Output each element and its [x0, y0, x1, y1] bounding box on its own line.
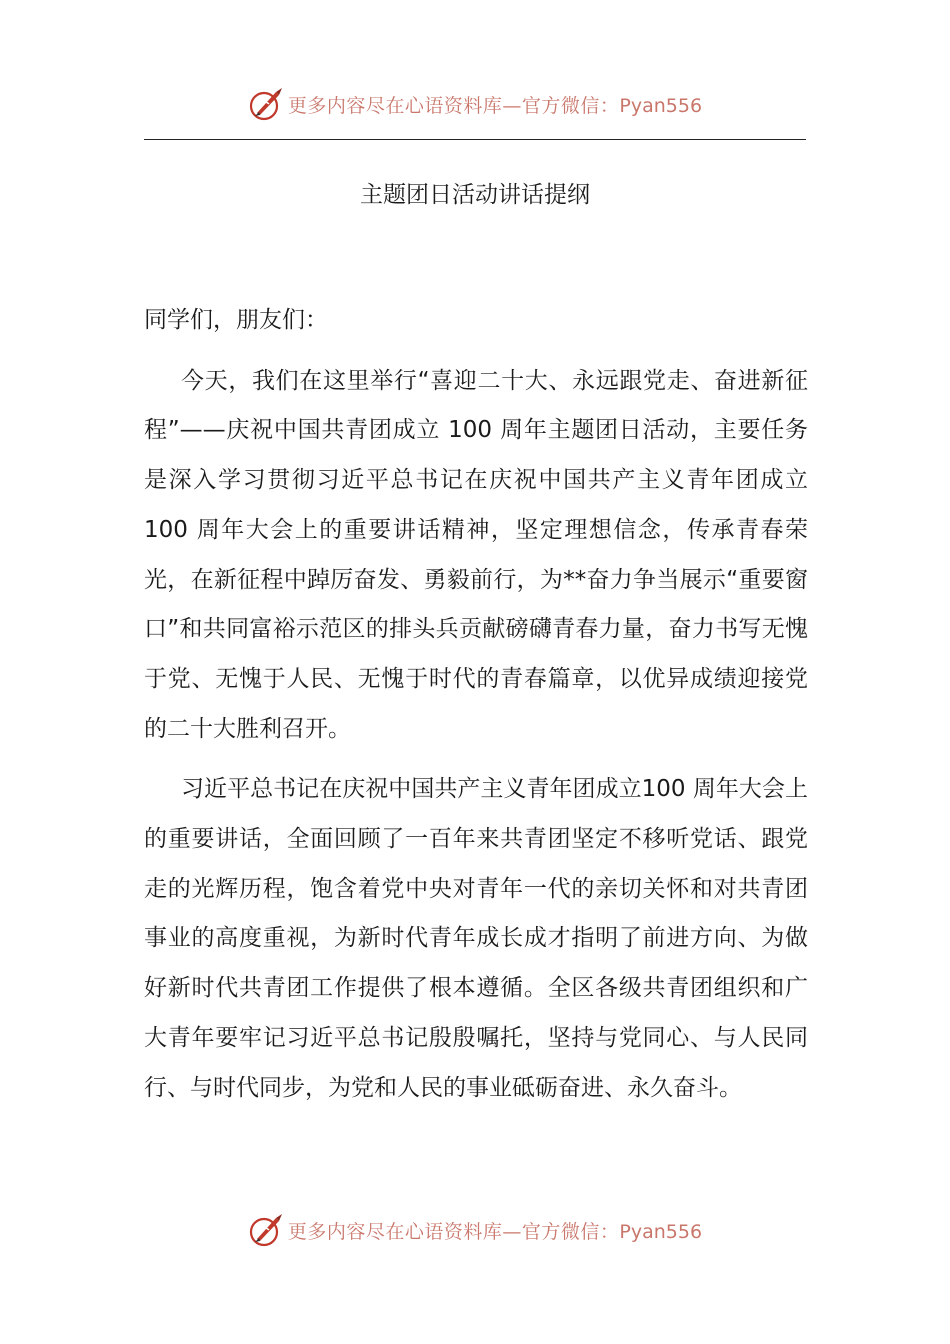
header-banner-label: 更多内容尽在心语资料库—官方微信：	[287, 94, 620, 117]
header-banner-text	[288, 91, 702, 118]
footer-banner-label: 更多内容尽在心语资料库—官方微信：	[287, 1220, 620, 1243]
quill-logo-icon	[248, 1212, 284, 1248]
header-banner	[0, 82, 950, 126]
paragraph-1: 今天，我们在这里举行“喜迎二十大、永远跟党走、奋进新征程”——庆祝中国共青团成立 100 周年主题团日活动，主要任务是深入学习贯彻习近平总书记在庆祝中国共产主义青年团成立 100 周年大会上的重要讲话精神，坚定理想信念，传承青春荣光，在新征程中踔厉奋发、勇毅前行，为**奋力争当展示“重要窗口”和共同富裕示范区的排头兵贡献磅礴青春力量，奋力书写无愧于党、无愧于人民、无愧于时代的青春篇章，以优异成绩迎接党的二十大胜利召开。	[144, 367, 808, 742]
paragraph-2: 习近平总书记在庆祝中国共产主义青年团成立100 周年大会上的重要讲话，全面回顾了一百年来共青团坚定不移听党话、跟党走的光辉历程，饱含着党中央对青年一代的亲切关怀和对共青团事业的高度重视，为新时代青年成长成才指明了前进方向、为做好新时代共青团工作提供了根本遵循。全区各级共青团组织和广大青年要牢记习近平总书记殷殷嘱托，坚持与党同心、与人民同行、与时代同步，为党和人民的事业砥砺奋进、永久奋斗。	[144, 776, 808, 1101]
header-wechat-id: Pyan556	[619, 94, 703, 117]
document-title: 主题团日活动讲话提纲	[360, 182, 590, 208]
footer-wechat-id: Pyan556	[619, 1220, 703, 1243]
footer-banner-text	[288, 1217, 702, 1244]
document-body	[144, 296, 808, 1124]
header-divider	[144, 139, 806, 140]
salutation: 同学们，朋友们：	[144, 307, 328, 333]
footer-banner	[0, 1208, 950, 1252]
quill-logo-icon	[248, 86, 284, 122]
